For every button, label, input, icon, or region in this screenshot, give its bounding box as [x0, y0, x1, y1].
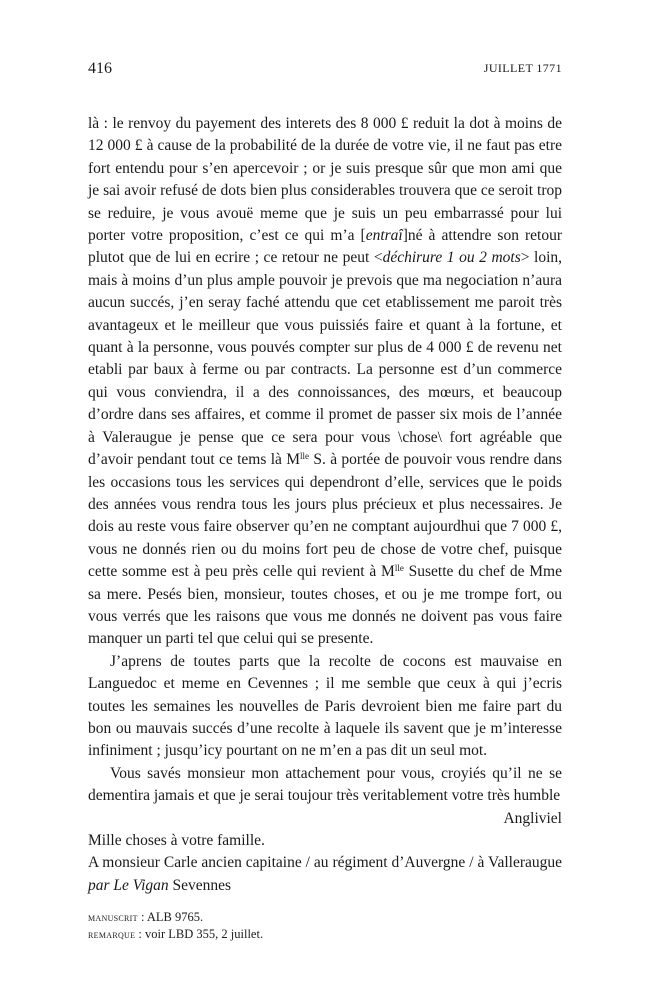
superscript: lle	[300, 451, 310, 462]
text-run: > loin, mais à moins d’un plus ample pouvoir je prevois que ma negociation n’aura aucun succés, j’en seray faché attendu que cet etablissement me paroit très avantageux et le meilleur que vous puissiés faire et quant à la fortune, et quant à la personne, vous pouvés compter sur plus de 4 000 £ de revenu net etabli par baux à ferme ou par contracts. La personne est d’un commerce qui vous conviendra, il a des connoissances, des mœurs, et beaucoup d’ordre dans ses affaires, et comme il promet de passer six mois de l’année à Valeraugue je pense que ce sera pour vous \chose\ fort agréable que d’avoir pendant tout ce tems là M	[88, 249, 563, 469]
text-run: S. à portée de pouvoir vous rendre dans les occasions tous les services qui dependront d’elle, services que le poids des années vous rendra tous les jours plus précieux et plus necessaires. Je dois au reste vous faire observer qu’en ne comptant aujourdhui que 7 000 £, vous ne donnés rien ou du moins fort peu de chose de votre chef, puisque cette somme est à peu près celle qui revient à M	[88, 451, 562, 581]
address	[88, 852, 562, 897]
manuscript-note	[88, 909, 562, 926]
source-notes	[88, 909, 562, 943]
postscript: Mille choses à votre famille.	[88, 832, 265, 849]
editorial-insertion: entraî	[365, 227, 403, 245]
letter-paragraph-3: Vous savés monsieur mon attachement pour vous, croyiés qu’il ne se dementira jamais et que je serai toujour très veritablement votre très humble	[88, 764, 562, 805]
letter-paragraph-1	[88, 113, 562, 651]
text-run: Susette du chef de Mme sa mere. Pesés bien, monsieur, toutes choses, et ou je me trompe fort, ou vous verrés que les raisons que vous me donnés ne doivent pas vous faire manquer un parti tel que celui qui se presente.	[88, 563, 562, 648]
letter-body	[88, 113, 562, 943]
superscript: lle	[394, 563, 404, 574]
address-text: Sevennes	[168, 876, 232, 894]
note-label: remarque	[88, 929, 136, 942]
running-head: JUILLET 1771	[483, 61, 562, 75]
remark-note	[88, 926, 562, 943]
letter-paragraph-2: J’aprens de toutes parts que la recolte de cocons est mauvaise en Languedoc et meme en Cevennes ; il me semble que ceux à qui j’ecris toutes les semaines les nouvelles de Paris devroient bien me faire part du bon ou mauvais succés d’une recolte à laquele ils savent que je m’interesse infiniment ; jusqu’icy pourtant on ne m’en a pas dit un seul mot.	[88, 652, 562, 760]
text-run: là : le renvoy du payement des interets des 8 000 £ reduit la dot à moins de 12 000 £ à cause de la probabilité de la durée de votre vie, il ne faut pas etre fort entendu pour s’en apercevoir ; or je suis presque sûr que mon ami que je sai avoir refusé de dots bien plus considerables trouvera que ce seroit trop se reduire, je vous avoue͏̈ meme que je suis un peu embarrassé pour lui porter votre proposition, c’est ce qui m’a [	[88, 115, 562, 245]
editorial-note-tear: déchirure 1 ou 2 mots	[382, 249, 521, 267]
page-header	[88, 60, 562, 82]
address-route: par Le Vigan	[88, 876, 169, 894]
note-label: manuscrit	[88, 912, 138, 925]
note-value: : voir LBD 355, 2 juillet.	[135, 927, 264, 942]
page-number: 416	[88, 60, 112, 77]
address-text: A monsieur Carle ancien capitaine / au régiment d’Auvergne / à Valleraugue	[88, 854, 562, 872]
text-run: ]né à attendre son retour plutot que de lui en ecrire ; ce retour ne peut <	[88, 227, 562, 267]
note-value: : ALB 9765.	[137, 910, 204, 925]
signature: Angliviel	[503, 809, 562, 827]
